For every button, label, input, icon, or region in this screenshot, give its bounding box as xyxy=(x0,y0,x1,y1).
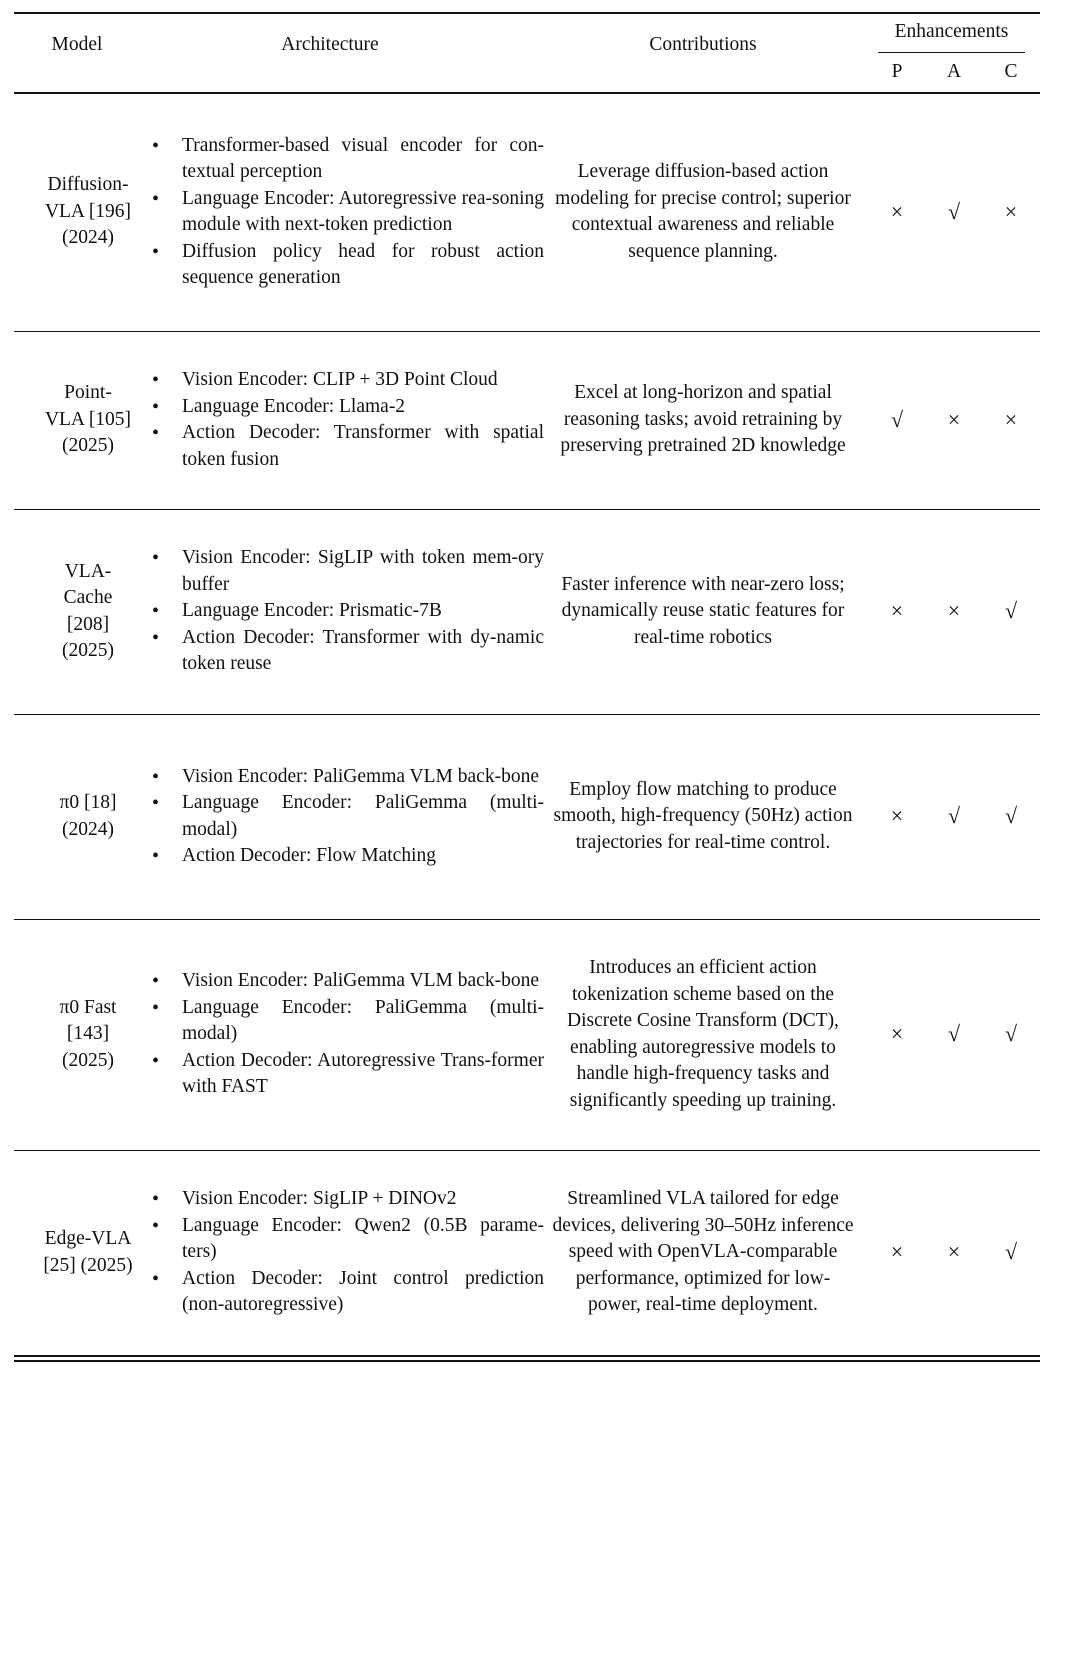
contributions-text: Leverage diffusion-based action modeling for precise control; superior contextual awareness and reliable sequence planning. xyxy=(555,161,851,262)
architecture-item: • Action Decoder: Transformer with dy-namic token reuse xyxy=(144,625,544,678)
architecture-cell xyxy=(144,331,544,509)
enhancement-c-mark: √ xyxy=(1004,1021,1018,1047)
architecture-item: • Action Decoder: Autoregressive Trans-former with FAST xyxy=(144,1048,544,1101)
table-row xyxy=(14,1150,1040,1355)
contributions-text: Faster inference with near-zero loss; dynamically reuse static features for real-time robotics xyxy=(561,573,845,648)
enhancement-c-mark: × xyxy=(1004,198,1018,224)
architecture-item: • Vision Encoder: SigLIP + DINOv2 xyxy=(144,1186,544,1213)
enhancement-a-mark: × xyxy=(947,598,961,624)
enhancement-c-mark: √ xyxy=(1004,803,1018,829)
model-cell xyxy=(22,714,154,919)
model-name-line: VLA [105] xyxy=(44,408,132,430)
enhancement-p-mark: × xyxy=(890,598,904,624)
enhancement-p-mark: × xyxy=(890,198,904,224)
model-name-line: Cache xyxy=(63,587,113,608)
contributions-text: Employ flow matching to produce smooth, high-frequency (50Hz) action trajectories for real-time control. xyxy=(553,778,853,853)
header-p: P xyxy=(891,61,903,82)
model-name-line: (2025) xyxy=(62,640,114,661)
architecture-item: • Language Encoder: PaliGemma (multi-modal) xyxy=(144,995,544,1048)
architecture-item: • Language Encoder: Qwen2 (0.5B parame-ters) xyxy=(144,1213,544,1266)
model-cell xyxy=(22,331,154,509)
enhancement-c-mark: √ xyxy=(1004,1239,1018,1265)
contributions-cell xyxy=(550,1150,856,1355)
table-row xyxy=(14,509,1040,714)
model-name-line: [208] xyxy=(66,613,110,635)
model-name-line: VLA [196] xyxy=(44,200,132,222)
model-name-line: (2024) xyxy=(62,227,114,249)
architecture-cell xyxy=(144,919,544,1150)
model-name-line: π0 [18] xyxy=(59,792,117,813)
contributions-cell xyxy=(550,509,856,714)
architecture-item: • Language Encoder: Prismatic-7B xyxy=(144,598,544,625)
architecture-cell xyxy=(144,714,544,919)
architecture-item: • Action Decoder: Flow Matching xyxy=(144,843,544,870)
enhancement-a-mark: √ xyxy=(947,1021,961,1047)
model-name-line: [25] (2025) xyxy=(43,1254,133,1276)
enhancement-a-mark: × xyxy=(947,406,961,432)
model-name-line: Diffusion- xyxy=(47,174,129,196)
architecture-item: • Language Encoder: PaliGemma (multi-modal) xyxy=(144,790,544,843)
top-rule xyxy=(14,12,1040,14)
enhancement-a-mark: × xyxy=(947,1239,961,1265)
enhancement-p-mark: √ xyxy=(890,406,904,432)
enhancements-subrule xyxy=(878,52,1025,53)
contributions-text: Introduces an efficient action tokenization scheme based on the Discrete Cosine Transform (DCT), enabling autoregressive models to handle high-frequency tasks and significantly speeding up training. xyxy=(567,957,839,1111)
enhancement-c-mark: × xyxy=(1004,406,1018,432)
architecture-item: • Language Encoder: Llama-2 xyxy=(144,394,544,421)
model-name-line: Point- xyxy=(64,382,112,404)
architecture-item: • Vision Encoder: CLIP + 3D Point Cloud xyxy=(144,367,544,394)
model-cell xyxy=(22,509,154,714)
enhancement-p-mark: × xyxy=(890,803,904,829)
model-name-line: (2025) xyxy=(61,1049,114,1071)
model-name-line: Edge-VLA xyxy=(44,1228,132,1249)
architecture-item: • Action Decoder: Transformer with spatial token fusion xyxy=(144,420,544,473)
architecture-item: • Action Decoder: Joint control prediction (non-autoregressive) xyxy=(144,1266,544,1319)
model-name-line: (2024) xyxy=(62,818,114,840)
header-model: Model xyxy=(51,34,103,55)
model-cell xyxy=(22,919,154,1150)
enhancement-p-mark: × xyxy=(890,1021,904,1047)
model-name-line: VLA- xyxy=(64,560,112,582)
architecture-cell xyxy=(144,1150,544,1355)
enhancement-c-mark: √ xyxy=(1004,598,1018,624)
contributions-cell xyxy=(550,919,856,1150)
model-name-line: [143] xyxy=(66,1023,110,1045)
header-a: A xyxy=(946,61,962,82)
architecture-item: • Vision Encoder: PaliGemma VLM back-bone xyxy=(144,968,544,995)
model-name-line: (2025) xyxy=(62,435,114,457)
model-cell xyxy=(22,93,154,331)
contributions-cell xyxy=(550,331,856,509)
architecture-item: • Vision Encoder: SigLIP with token mem-ory buffer xyxy=(144,545,544,598)
architecture-item: • Language Encoder: Autoregressive rea-soning module with next-token prediction xyxy=(144,186,544,239)
header-contributions: Contributions xyxy=(649,34,757,55)
model-name-line: π0 Fast xyxy=(59,996,117,1018)
bottom-rule xyxy=(14,1355,1040,1357)
contributions-cell xyxy=(550,93,856,331)
table-row xyxy=(14,714,1040,919)
architecture-item: • Vision Encoder: PaliGemma VLM back-bone xyxy=(144,764,544,791)
header-enhancements: Enhancements xyxy=(894,21,1009,42)
header-c: C xyxy=(1004,61,1018,82)
table-row xyxy=(14,93,1040,331)
architecture-cell xyxy=(144,509,544,714)
architecture-item: • Diffusion policy head for robust action sequence generation xyxy=(144,239,544,292)
model-cell xyxy=(22,1150,154,1355)
header-architecture: Architecture xyxy=(281,34,379,55)
contributions-text: Excel at long-horizon and spatial reasoning tasks; avoid retraining by preserving pretrained 2D knowledge xyxy=(560,382,846,457)
contributions-cell xyxy=(550,714,856,919)
architecture-item: • Transformer-based visual encoder for con-textual perception xyxy=(144,133,544,186)
bottom-rule-2 xyxy=(14,1360,1040,1362)
architecture-cell xyxy=(144,93,544,331)
contributions-text: Streamlined VLA tailored for edge devices, delivering 30–50Hz inference speed with OpenVLA-comparable performance, optimized for low-power, real-time deployment. xyxy=(552,1188,854,1316)
enhancement-a-mark: √ xyxy=(947,198,961,224)
table-row xyxy=(14,919,1040,1150)
table-row xyxy=(14,331,1040,509)
enhancement-p-mark: × xyxy=(890,1239,904,1265)
enhancement-a-mark: √ xyxy=(947,803,961,829)
